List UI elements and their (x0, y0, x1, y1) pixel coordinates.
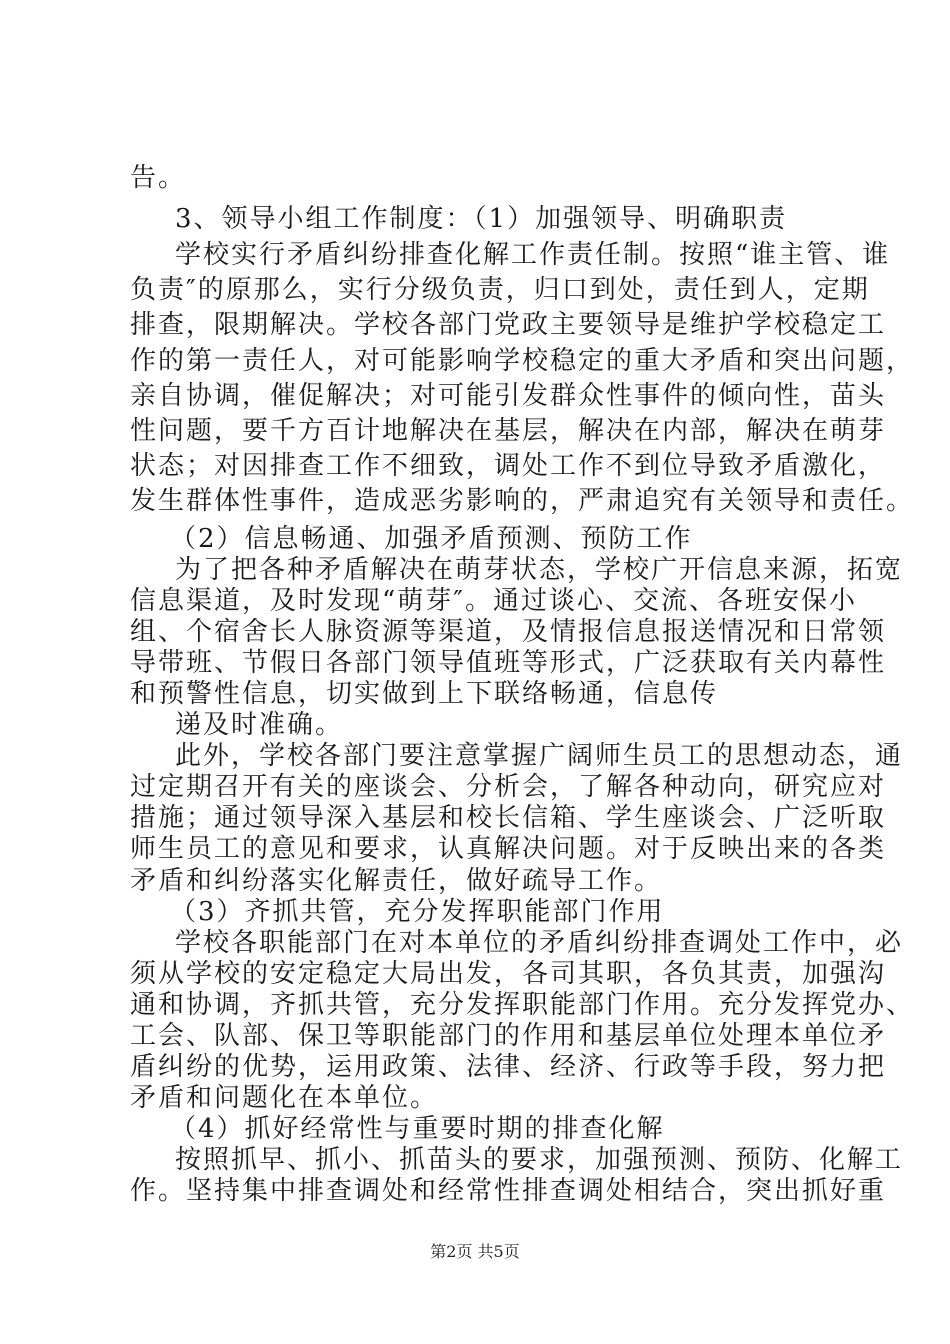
text-line: 盾纠纷的优势，运用政策、法律、经济、行政等手段，努力把 (130, 1052, 887, 1082)
text-line: 作。坚持集中排查调处和经常性排查调处相结合，突出抓好重 (130, 1176, 887, 1206)
text-line: 矛盾和问题化在本单位。 (130, 1083, 439, 1113)
text-line: 告。 (130, 163, 187, 193)
text-line: 递及时准确。 (175, 710, 344, 740)
text-line: 排查，限期解决。学校各部门党政主要领导是维护学校稳定工 (130, 310, 887, 340)
text-line: 通和协调，齐抓共管，充分发挥职能部门作用。充分发挥党办、 (130, 990, 915, 1020)
text-line: 工会、队部、保卫等职能部门的作用和基层单位处理本单位矛 (130, 1021, 887, 1051)
text-line: 状态；对因排查工作不细致，调处工作不到位导致矛盾激化， (130, 451, 887, 481)
section-heading: 3、领导小组工作制度：（1）加强领导、明确职责 (175, 204, 788, 234)
text-line: 组、个宿舍长人脉资源等渠道，及情报信息报送情况和日常领 (130, 617, 887, 647)
text-line: 矛盾和纠纷落实化解责任，做好疏导工作。 (130, 866, 663, 896)
section-heading: （3）齐抓共管，充分发挥职能部门作用 (170, 897, 665, 927)
text-line: 作的第一责任人，对可能影响学校稳定的重大矛盾和突出问题， (130, 346, 915, 376)
text-line: 师生员工的意见和要求，认真解决问题。对于反映出来的各类 (130, 834, 887, 864)
text-line: 须从学校的安定稳定大局出发，各司其职，各负其责，加强沟 (130, 959, 887, 989)
text-line: 为了把各种矛盾解决在萌芽状态，学校广开信息来源，拓宽 (175, 555, 904, 585)
page-footer: 第2页 共5页 (430, 1242, 520, 1261)
text-line: 措施；通过领导深入基层和校长信箱、学生座谈会、广泛听取 (130, 803, 887, 833)
text-line: 亲自协调，催促解决；对可能引发群众性事件的倾向性，苗头 (130, 381, 887, 411)
text-line: 按照抓早、抓小、抓苗头的要求，加强预测、预防、化解工 (175, 1145, 904, 1175)
text-line: 学校各职能部门在对本单位的矛盾纠纷排查调处工作中，必 (175, 928, 904, 958)
text-line: 负责″的原那么，实行分级负责，归口到处，责任到人，定期 (130, 275, 870, 305)
text-line: 和预警性信息，切实做到上下联络畅通，信息传 (130, 679, 719, 709)
text-line: 发生群体性事件，造成恶劣影响的，严肃追究有关领导和责任。 (130, 486, 915, 516)
text-line: 性问题，要千方百计地解决在基层，解决在内部，解决在萌芽 (130, 416, 887, 446)
section-heading: （2）信息畅通、加强矛盾预测、预防工作 (170, 524, 693, 554)
text-line: 过定期召开有关的座谈会、分析会，了解各种动向，研究应对 (130, 772, 887, 802)
text-line: 此外，学校各部门要注意掌握广阔师生员工的思想动态，通 (175, 741, 904, 771)
text-line: 导带班、节假日各部门领导值班等形式，广泛获取有关内幕性 (130, 648, 887, 678)
text-line: 学校实行矛盾纠纷排查化解工作责任制。按照“谁主管、谁 (175, 240, 891, 270)
section-heading: （4）抓好经常性与重要时期的排查化解 (170, 1114, 665, 1144)
text-line: 信息渠道，及时发现“萌芽″。通过谈心、交流、各班安保小 (130, 586, 858, 616)
